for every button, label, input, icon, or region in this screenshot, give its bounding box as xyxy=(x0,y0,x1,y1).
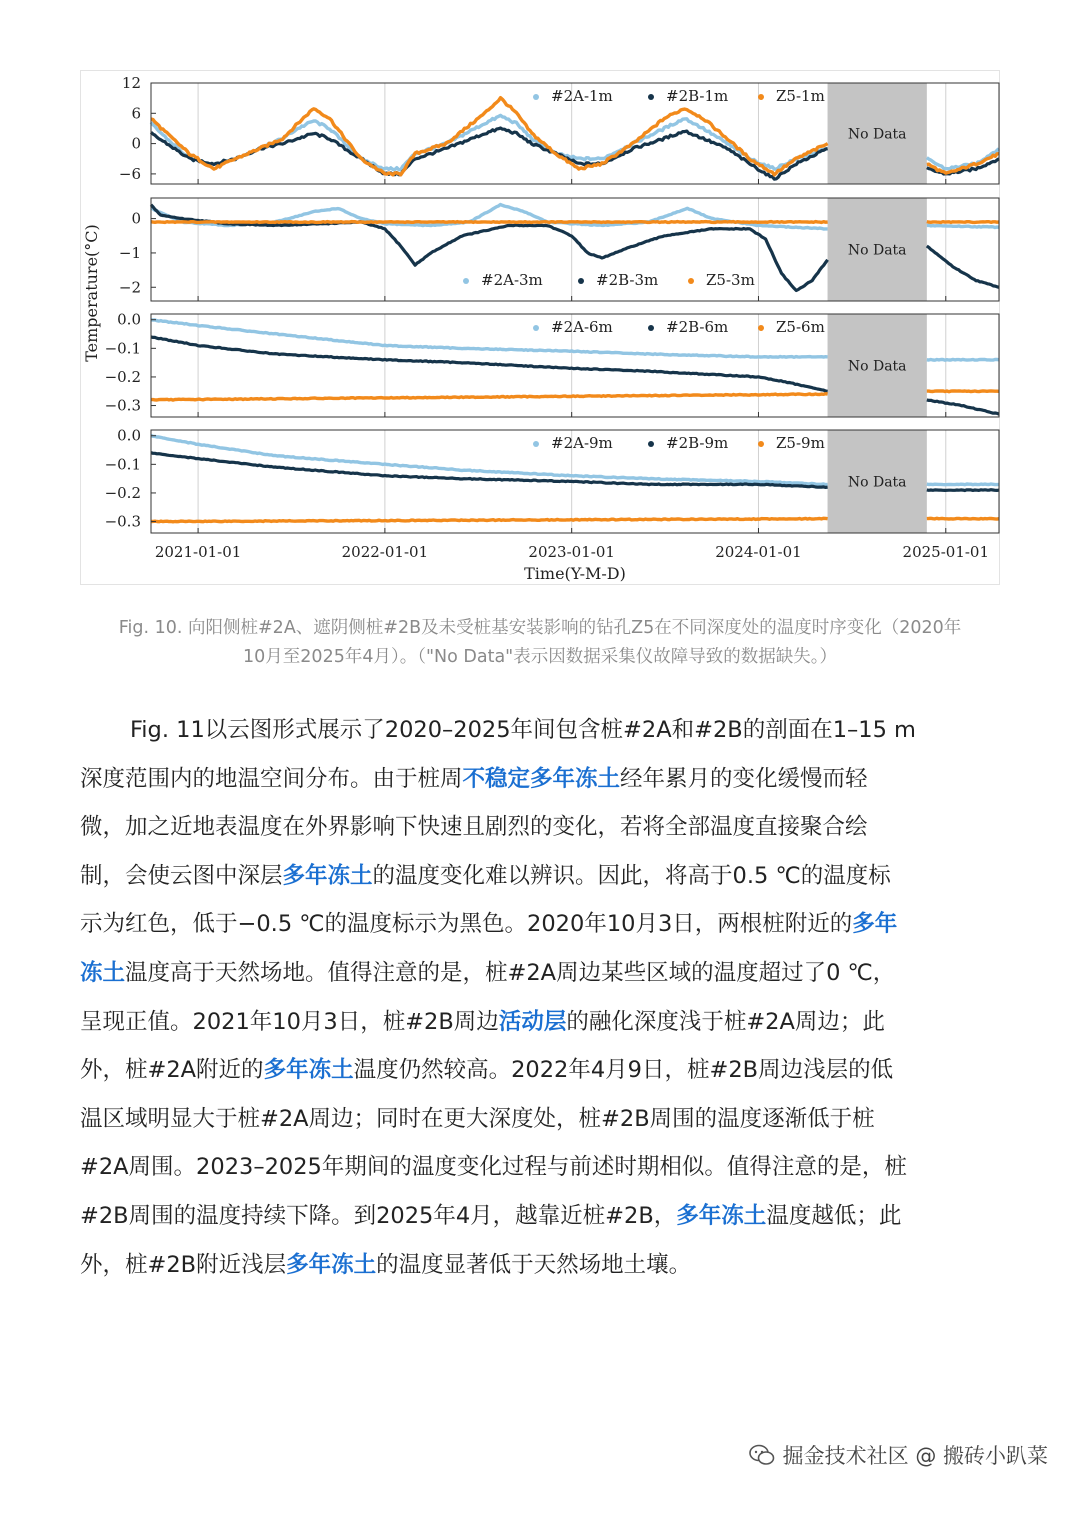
x-tick-label: 2024-01-01 xyxy=(715,543,802,561)
legend-marker xyxy=(533,441,539,447)
watermark xyxy=(749,1440,1048,1470)
body-text-segment: Fig. 11以云图形式展示了2020–2025年间包含桩#2A和#2B的剖面在1–15 m xyxy=(130,717,916,743)
highlighted-term: 多年冻土 xyxy=(282,862,373,889)
temperature-chart xyxy=(81,71,1001,586)
legend-label: #2B-9m xyxy=(666,434,729,452)
no-data-label: No Data xyxy=(847,126,907,143)
legend-label: Z5-6m xyxy=(776,318,825,336)
legend-label: #2A-6m xyxy=(551,318,613,336)
figure-frame xyxy=(80,70,1000,585)
series-line xyxy=(151,222,828,223)
series-line xyxy=(927,490,999,491)
y-tick-label: 0 xyxy=(131,134,141,153)
body-text-segment: 制，会使云图中深层 xyxy=(80,862,283,889)
series-line xyxy=(151,518,828,522)
highlighted-term: 多年冻土 xyxy=(286,1251,377,1278)
no-data-label: No Data xyxy=(847,358,907,375)
series-line xyxy=(927,518,999,519)
y-tick-label: 0.0 xyxy=(117,426,141,445)
chart-panel-3m xyxy=(151,198,999,301)
body-text-segment: 微，加之近地表温度在外界影响下快速且剧烈的变化，若将全部温度直接聚合绘 xyxy=(80,814,868,841)
y-tick-label: −0.2 xyxy=(104,367,141,386)
y-tick-label: 0.0 xyxy=(117,310,141,329)
body-text-segment: 的温度显著低于天然场地土壤。 xyxy=(376,1251,692,1278)
highlighted-term: 活动层 xyxy=(498,1008,567,1035)
series-line xyxy=(927,359,999,360)
y-tick-label: −0.1 xyxy=(104,339,141,358)
body-text-segment: 示为红色，低于−0.5 ℃的温度标示为黑色。2020年10月3日，两根桩附近的 xyxy=(80,911,853,938)
body-line xyxy=(80,803,1002,852)
body-line xyxy=(80,706,1002,755)
legend-marker xyxy=(533,94,539,100)
legend-label: Z5-9m xyxy=(776,434,825,452)
body-text-segment: 呈现正值。2021年10月3日，桩#2B周边 xyxy=(80,1008,499,1035)
body-line xyxy=(80,755,1002,804)
x-tick-label: 2022-01-01 xyxy=(341,543,429,561)
body-line xyxy=(80,1241,1002,1290)
legend-label: #2B-1m xyxy=(666,87,729,105)
body-line xyxy=(80,998,1002,1047)
y-tick-label: −2 xyxy=(118,278,141,297)
body-text-segment: 外，桩#2A附近的 xyxy=(80,1057,264,1084)
legend-marker xyxy=(648,94,654,100)
wechat-icon xyxy=(749,1444,775,1466)
legend-marker xyxy=(688,278,694,284)
legend-label: #2A-9m xyxy=(551,434,613,452)
legend-marker xyxy=(758,441,764,447)
figure-caption xyxy=(80,614,1000,672)
body-text-segment: 的融化深度浅于桩#2A周边；此 xyxy=(566,1008,885,1035)
body-line xyxy=(80,900,1002,949)
legend-marker xyxy=(533,325,539,331)
body-line xyxy=(80,1046,1002,1095)
series-line xyxy=(151,98,828,175)
series-line xyxy=(151,115,828,169)
legend-marker xyxy=(758,94,764,100)
body-text-segment: 外，桩#2B附近浅层 xyxy=(80,1251,287,1278)
highlighted-term: 冻土 xyxy=(80,959,126,986)
x-tick-label: 2023-01-01 xyxy=(528,543,615,561)
series-line xyxy=(927,225,999,227)
no-data-label: No Data xyxy=(847,242,907,259)
highlighted-term: 不稳定多年冻土 xyxy=(462,765,621,792)
body-text-segment: 温度越低；此 xyxy=(766,1202,902,1229)
body-text-segment: #2A周围。2023–2025年期间的温度变化过程与前述时期相似。值得注意的是，桩 xyxy=(80,1154,907,1181)
body-line xyxy=(80,1143,1002,1192)
x-tick-label: 2021-01-01 xyxy=(154,543,242,561)
body-line xyxy=(80,852,1002,901)
series-line xyxy=(927,400,999,414)
body-line xyxy=(80,1192,1002,1241)
body-text-segment: #2B周围的温度持续下降。到2025年4月，越靠近桩#2B， xyxy=(80,1202,677,1229)
y-tick-label: 12 xyxy=(121,74,141,92)
body-line xyxy=(80,949,1002,998)
y-tick-label: −0.1 xyxy=(104,455,141,474)
legend-marker xyxy=(648,325,654,331)
legend-marker xyxy=(463,278,469,284)
y-tick-label: −0.3 xyxy=(104,396,141,415)
series-line xyxy=(927,246,999,287)
legend-marker xyxy=(758,325,764,331)
y-axis-label: Temperature(°C) xyxy=(82,224,101,362)
body-text-segment: 经年累月的变化缓慢而轻 xyxy=(620,765,868,792)
body-line xyxy=(80,1095,1002,1144)
series-line xyxy=(927,484,999,485)
legend-label: #2A-1m xyxy=(551,87,613,105)
highlighted-term: 多年 xyxy=(852,911,898,938)
caption-line: Fig. 10. 向阳侧桩#2A、遮阴侧桩#2B及未受桩基安装影响的钻孔Z5在不同深度处的温度时序变化（2020年 xyxy=(118,618,962,638)
caption-line: 10月至2025年4月）。（"No Data"表示因数据采集仪故障导致的数据缺失。） xyxy=(243,647,837,667)
body-text-segment: 的温度变化难以辨识。因此，将高于0.5 ℃的温度标 xyxy=(372,862,891,889)
series-line xyxy=(151,394,828,400)
no-data-label: No Data xyxy=(847,474,907,491)
y-tick-label: −0.2 xyxy=(104,483,141,502)
legend-marker xyxy=(578,278,584,284)
legend-label: Z5-1m xyxy=(776,87,825,105)
highlighted-term: 多年冻土 xyxy=(676,1202,767,1229)
body-text-segment: 温度高于天然场地。值得注意的是，桩#2A周边某些区域的温度超过了0 ℃， xyxy=(125,959,896,986)
y-tick-label: 0 xyxy=(131,209,141,228)
y-tick-label: −6 xyxy=(118,164,141,183)
series-line xyxy=(927,391,999,392)
legend-label: #2B-6m xyxy=(666,318,729,336)
body-text-segment: 温区域明显大于桩#2A周边；同时在更大深度处，桩#2B周围的温度逐渐低于桩 xyxy=(80,1105,875,1132)
series-line xyxy=(151,337,828,391)
y-tick-label: 6 xyxy=(131,104,141,123)
body-paragraph xyxy=(80,706,1002,1289)
body-text-segment: 深度范围内的地温空间分布。由于桩周 xyxy=(80,765,463,792)
legend-marker xyxy=(648,441,654,447)
body-text-segment: 温度仍然较高。2022年4月9日，桩#2B周边浅层的低 xyxy=(353,1057,894,1084)
highlighted-term: 多年冻土 xyxy=(263,1057,354,1084)
x-axis-label: Time(Y-M-D) xyxy=(524,564,626,583)
y-tick-label: −0.3 xyxy=(104,512,141,531)
legend-label: #2B-3m xyxy=(596,271,659,289)
y-tick-label: −1 xyxy=(118,243,141,262)
legend-label: Z5-3m xyxy=(706,271,755,289)
series-line xyxy=(927,222,999,223)
watermark-text: 掘金技术社区 @ 搬砖小趴菜 xyxy=(782,1444,1048,1468)
legend-label: #2A-3m xyxy=(481,271,543,289)
x-tick-label: 2025-01-01 xyxy=(902,543,990,561)
